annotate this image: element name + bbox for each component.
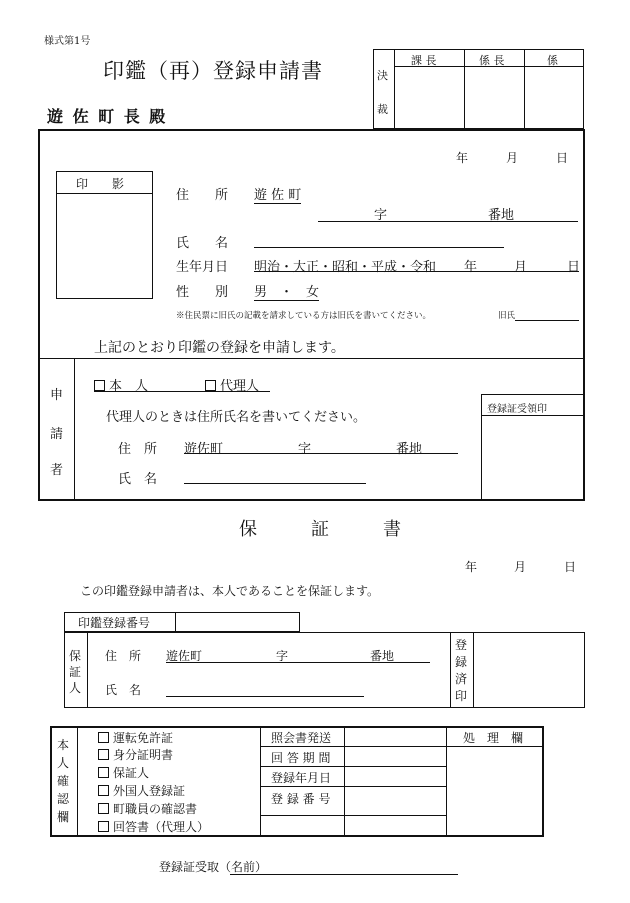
gender-options: 男 ・ 女 xyxy=(254,281,319,301)
approval-header-kakaricho: 係 長 xyxy=(479,54,505,67)
form-number: 様式第1号 xyxy=(44,36,91,47)
guarantor-side-1: 保 xyxy=(69,649,82,663)
address-aza: 字 xyxy=(374,208,388,223)
birth-month: 月 xyxy=(514,260,528,275)
proxy-banchi: 番地 xyxy=(396,442,423,457)
identity-side-2: 人 xyxy=(57,756,70,770)
check-answer[interactable]: 回答書（代理人） xyxy=(98,818,209,835)
address-town: 遊 佐 町 xyxy=(254,184,301,204)
guarantor-address-label: 住 所 xyxy=(105,649,142,663)
field-inquiry: 照会書発送 xyxy=(271,731,332,745)
self-checkbox[interactable] xyxy=(94,380,105,391)
guarantor-side-2: 証 xyxy=(69,665,82,679)
birth-year: 年 xyxy=(464,260,478,275)
guarantor-side-3: 人 xyxy=(69,681,82,695)
registered-3: 済 xyxy=(455,672,468,686)
page-title: 印鑑（再）登録申請書 xyxy=(103,59,323,83)
check-license[interactable]: 運転免許証 xyxy=(98,729,173,746)
guarantee-statement: この印鑑登録申請者は、本人であることを保証します。 xyxy=(80,584,380,598)
processing-label: 処 理 欄 xyxy=(463,731,524,745)
identity-side-3: 確 xyxy=(57,774,70,788)
guarantor-aza: 字 xyxy=(276,649,289,663)
proxy-aza: 字 xyxy=(298,442,312,457)
receipt-line-label: 登録証受取（名前） xyxy=(159,860,268,874)
identity-side-4: 認 xyxy=(57,792,70,806)
old-name-note: ※住民票に旧氏の記載を請求している方は旧氏を書いてください。 xyxy=(176,311,432,321)
name-label: 氏 名 xyxy=(176,236,229,251)
guarantee-year: 年 xyxy=(465,560,478,574)
gender-label: 性 別 xyxy=(176,285,229,300)
guarantor-banchi: 番地 xyxy=(370,649,395,663)
guarantor-town: 遊佐町 xyxy=(166,649,203,663)
seal-box-title: 印 影 xyxy=(76,177,125,191)
proxy-name-label: 氏 名 xyxy=(118,472,158,487)
birth-day: 日 xyxy=(567,260,581,275)
field-reg-date: 登録年月日 xyxy=(271,771,332,785)
applicant-type-self[interactable]: 本 人 xyxy=(94,375,148,394)
address-label: 住 所 xyxy=(176,188,229,203)
registered-4: 印 xyxy=(455,689,468,703)
registered-1: 登 xyxy=(455,638,468,652)
old-name-label: 旧氏 xyxy=(498,311,516,321)
check-staff[interactable]: 町職員の確認書 xyxy=(98,800,197,817)
field-answer-period: 回 答 期 間 xyxy=(271,751,331,765)
birth-eras: 明治・大正・昭和・平成・令和 xyxy=(254,260,437,275)
approval-label-1: 決 xyxy=(377,69,388,82)
approval-header-kakari: 係 xyxy=(547,54,558,67)
birth-label: 生年月日 xyxy=(176,260,229,275)
approval-label-2: 裁 xyxy=(377,103,388,116)
registered-2: 録 xyxy=(455,655,468,669)
applicant-side-2: 請 xyxy=(50,427,64,442)
applicant-side-1: 申 xyxy=(50,388,64,403)
guarantee-title: 保 証 書 xyxy=(239,519,401,540)
approval-header-kacho: 課 長 xyxy=(411,54,437,67)
applicant-side-3: 者 xyxy=(50,463,64,478)
proxy-address-label: 住 所 xyxy=(118,442,158,457)
date-day: 日 xyxy=(556,151,569,165)
guarantee-day: 日 xyxy=(564,560,577,574)
address-banchi: 番地 xyxy=(488,208,515,223)
check-alien[interactable]: 外国人登録証 xyxy=(98,782,185,799)
guarantor-name-label: 氏 名 xyxy=(105,683,142,697)
field-reg-number: 登 録 番 号 xyxy=(271,792,331,806)
check-guarantor[interactable]: 保証人 xyxy=(98,764,149,781)
receipt-seal-label: 登録証受領印 xyxy=(487,404,547,415)
guarantee-month: 月 xyxy=(514,560,527,574)
addressee: 遊 佐 町 長 殿 xyxy=(47,107,168,126)
check-id[interactable]: 身分証明書 xyxy=(98,746,173,763)
identity-side-1: 本 xyxy=(57,738,70,752)
identity-side-5: 欄 xyxy=(57,810,70,824)
date-year: 年 xyxy=(456,151,469,165)
proxy-town: 遊佐町 xyxy=(184,442,224,457)
date-month: 月 xyxy=(506,151,519,165)
proxy-note: 代理人のときは住所氏名を書いてください。 xyxy=(106,410,367,425)
declaration: 上記のとおり印鑑の登録を申請します。 xyxy=(94,340,345,356)
applicant-type-proxy[interactable]: 代理人 xyxy=(205,375,259,394)
reg-number-label: 印鑑登録番号 xyxy=(78,616,151,630)
proxy-checkbox[interactable] xyxy=(205,380,216,391)
